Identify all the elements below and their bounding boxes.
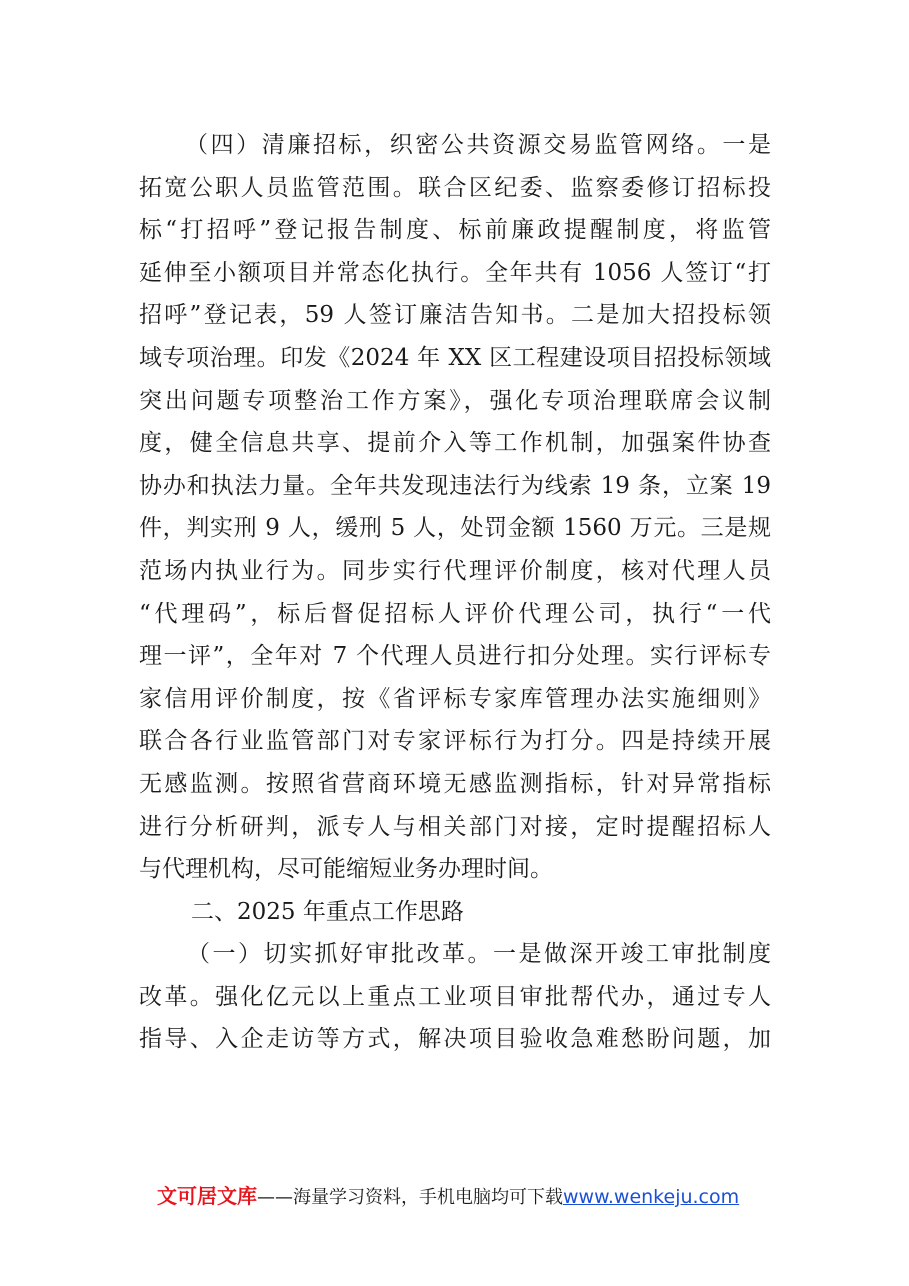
paragraph-line: 招呼”登记表，59 人签订廉洁告知书。二是加大招投标领 — [139, 302, 771, 329]
paragraph-line: 联合各行业监管部门对专家评标行为打分。四是持续开展 — [139, 728, 771, 755]
footer-banner — [157, 1181, 739, 1211]
paragraph-line: “代理码”，标后督促招标人评价代理公司，执行“一代 — [139, 600, 771, 627]
paragraph-line: 理一评”，全年对 7 个代理人员进行扣分处理。实行评标专 — [139, 643, 771, 670]
paragraph-line: 指导、入企走访等方式，解决项目验收急难愁盼问题，加 — [139, 1026, 771, 1053]
paragraph-line: 与代理机构，尽可能缩短业务办理时间。 — [139, 856, 553, 883]
paragraph-line: 改革。强化亿元以上重点工业项目审批帮代办，通过专人 — [139, 983, 771, 1010]
paragraph-line: 家信用评价制度，按《省评标专家库管理办法实施细则》 — [139, 685, 771, 712]
paragraph-line: 进行分析研判，派专人与相关部门对接，定时提醒招标人 — [139, 813, 771, 840]
paragraph-line: 延伸至小额项目并常态化执行。全年共有 1056 人签订“打 — [139, 259, 771, 286]
paragraph-line: 突出问题专项整治工作方案》，强化专项治理联席会议制 — [139, 387, 771, 414]
paragraph-line: 域专项治理。印发《2024 年 XX 区工程建设项目招投标领域 — [139, 344, 771, 371]
paragraph-line: 拓宽公职人员监管范围。联合区纪委、监察委修订招标投 — [139, 174, 771, 201]
paragraph-line: （四）清廉招标，织密公共资源交易监管网络。一是 — [185, 132, 771, 158]
footer-link[interactable]: www.wenkeju.com — [563, 1186, 740, 1208]
paragraph-line: 件，判实刑 9 人，缓刑 5 人，处罚金额 1560 万元。三是规 — [139, 515, 771, 542]
paragraph-line: 无感监测。按照省营商环境无感监测指标，针对异常指标 — [139, 770, 771, 797]
document-body — [139, 124, 771, 1061]
paragraph-line: 度，健全信息共享、提前介入等工作机制，加强案件协查 — [139, 430, 771, 457]
paragraph-line: 协办和执法力量。全年共发现违法行为线索 19 条，立案 19 — [139, 472, 771, 499]
paragraph-line: 标“打招呼”登记报告制度、标前廉政提醒制度，将监管 — [139, 217, 771, 244]
footer-brand: 文可居文库 — [157, 1184, 257, 1208]
section-heading: 二、2025 年重点工作思路 — [191, 898, 464, 925]
footer-slogan: ——海量学习资料，手机电脑均可下载 — [257, 1187, 563, 1208]
paragraph-line: 范场内执业行为。同步实行代理评价制度，核对代理人员 — [139, 557, 771, 584]
paragraph-line: （一）切实抓好审批改革。一是做深开竣工审批制度 — [187, 941, 771, 968]
